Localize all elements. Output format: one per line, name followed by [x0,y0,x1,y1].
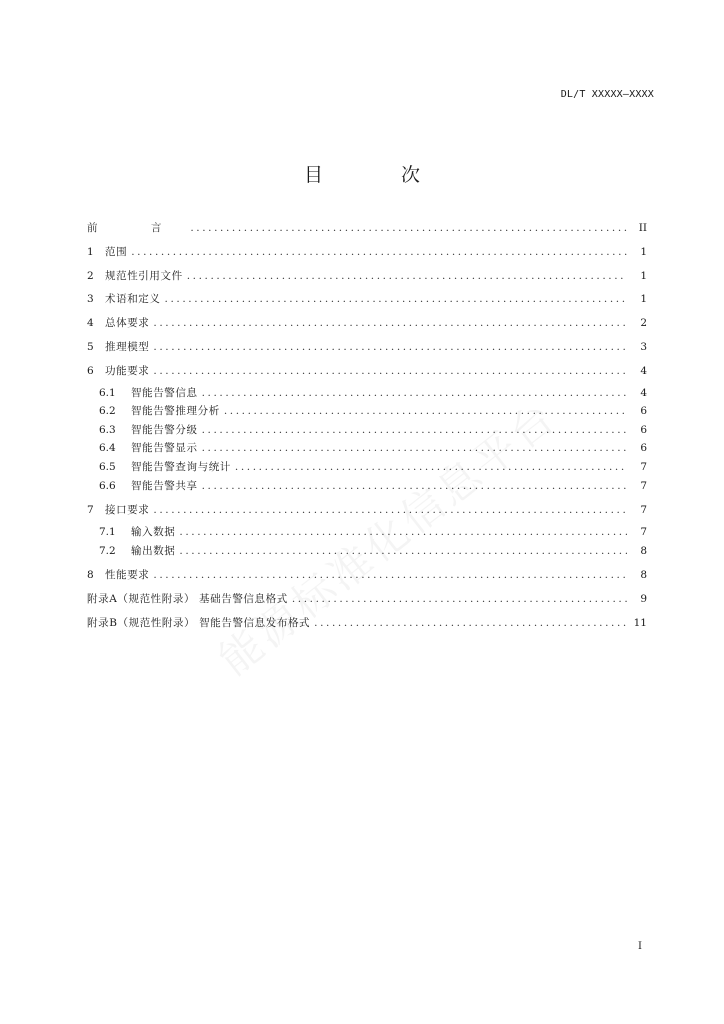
toc-entry[interactable] [87,312,647,336]
toc-entry-page: 4 [640,364,647,377]
toc-entry-page: 3 [640,340,647,353]
toc-entry[interactable] [87,458,647,477]
toc-entry-number: 2 [87,269,94,282]
toc-leader-dots [202,384,627,403]
toc-entry-label: 接口要求 [105,504,150,517]
toc-entry-label: 总体要求 [105,317,150,330]
toc-entry-page: 1 [640,269,647,282]
toc-entry[interactable] [87,265,647,289]
toc-entry-label: 规范性引用文件 [105,269,183,282]
toc-entry[interactable] [87,288,647,312]
toc-leader-dots [187,265,627,289]
toc-entry-page: 1 [640,245,647,258]
toc-leader-dots [153,360,627,384]
toc-entry-page: 11 [633,616,647,629]
toc-leader-dots [179,542,627,561]
toc-leader-dots [202,477,627,496]
toc-entry-page: 7 [640,479,647,492]
toc-leader-dots [224,402,627,421]
toc-entry-number: 7.1 [99,525,116,538]
toc-leader-dots [235,458,627,477]
toc-leader-dots [153,336,627,360]
toc-entry-label: 附录B（规范性附录） 智能告警信息发布格式 [87,616,311,629]
toc-entry[interactable] [87,542,647,561]
toc-entry-page: 8 [640,569,647,582]
toc-leader-dots [179,523,627,542]
toc-entry-label: 附录A（规范性附录） 基础告警信息格式 [87,592,288,605]
toc-entry-label: 智能告警显示 [131,442,198,455]
toc-entry-number: 5 [87,340,94,353]
toc-entry-page: 7 [640,504,647,517]
toc-entry-label: 输入数据 [131,525,176,538]
toc-entry-number: 8 [87,569,94,582]
document-code: DL/T XXXXX—XXXX [560,89,654,100]
table-of-contents [87,217,647,636]
toc-entry-label: 功能要求 [105,364,150,377]
toc-entry[interactable] [87,421,647,440]
toc-entry-label: 输出数据 [131,544,176,557]
toc-entry-number: 6.5 [99,460,116,473]
toc-leader-dots [153,312,627,336]
page-number: I [638,941,642,952]
toc-entry[interactable] [87,384,647,403]
toc-leader-dots [131,241,627,265]
toc-entry[interactable] [87,360,647,384]
toc-entry-number: 7 [87,504,94,517]
toc-entry-label: 智能告警分级 [131,423,198,436]
toc-entry-page: 6 [640,423,647,436]
toc-entry-page: 1 [640,293,647,306]
toc-entry-label: 性能要求 [105,569,150,582]
toc-entry[interactable] [87,241,647,265]
toc-entry-label: 前 言 [87,222,187,234]
toc-entry-label: 智能告警信息 [131,386,198,399]
toc-entry-number: 7.2 [99,544,116,557]
toc-entry[interactable] [87,499,647,523]
toc-entry-number: 4 [87,317,94,330]
toc-leader-dots [202,439,627,458]
toc-leader-dots [190,217,627,241]
toc-entry[interactable] [87,612,647,636]
toc-entry[interactable] [87,523,647,542]
toc-entry-number: 6.4 [99,442,116,455]
toc-entry-page: 7 [640,525,647,538]
toc-entry[interactable] [87,564,647,588]
toc-entry[interactable] [87,588,647,612]
toc-entry-number: 6.6 [99,479,116,492]
toc-entry-page: II [638,222,647,234]
toc-entry-page: 4 [640,386,647,399]
toc-entry[interactable] [87,439,647,458]
toc-entry-number: 6 [87,364,94,377]
toc-leader-dots [202,421,627,440]
toc-entry-page: 7 [640,460,647,473]
toc-leader-dots [153,564,627,588]
toc-leader-dots [314,612,627,636]
toc-entry[interactable] [87,217,647,241]
toc-entry-page: 2 [640,317,647,330]
toc-entry[interactable] [87,402,647,421]
toc-entry-page: 6 [640,405,647,418]
toc-entry-label: 智能告警查询与统计 [131,460,231,473]
toc-leader-dots [292,588,627,612]
toc-entry-number: 3 [87,293,94,306]
toc-entry-page: 6 [640,442,647,455]
toc-leader-dots [165,288,628,312]
page-title: 目 次 [303,164,457,186]
toc-entry-number: 6.3 [99,423,116,436]
toc-entry-label: 智能告警推理分析 [131,405,220,418]
toc-entry-label: 智能告警共享 [131,479,198,492]
toc-entry[interactable] [87,477,647,496]
toc-leader-dots [153,499,627,523]
toc-entry-number: 1 [87,245,94,258]
toc-entry-number: 6.1 [99,386,116,399]
toc-entry-page: 8 [640,544,647,557]
toc-entry-label: 推理模型 [105,340,150,353]
toc-entry-number: 6.2 [99,405,116,418]
toc-entry-label: 术语和定义 [105,293,161,306]
toc-entry-page: 9 [640,592,647,605]
toc-entry-label: 范围 [105,245,128,258]
toc-entry[interactable] [87,336,647,360]
